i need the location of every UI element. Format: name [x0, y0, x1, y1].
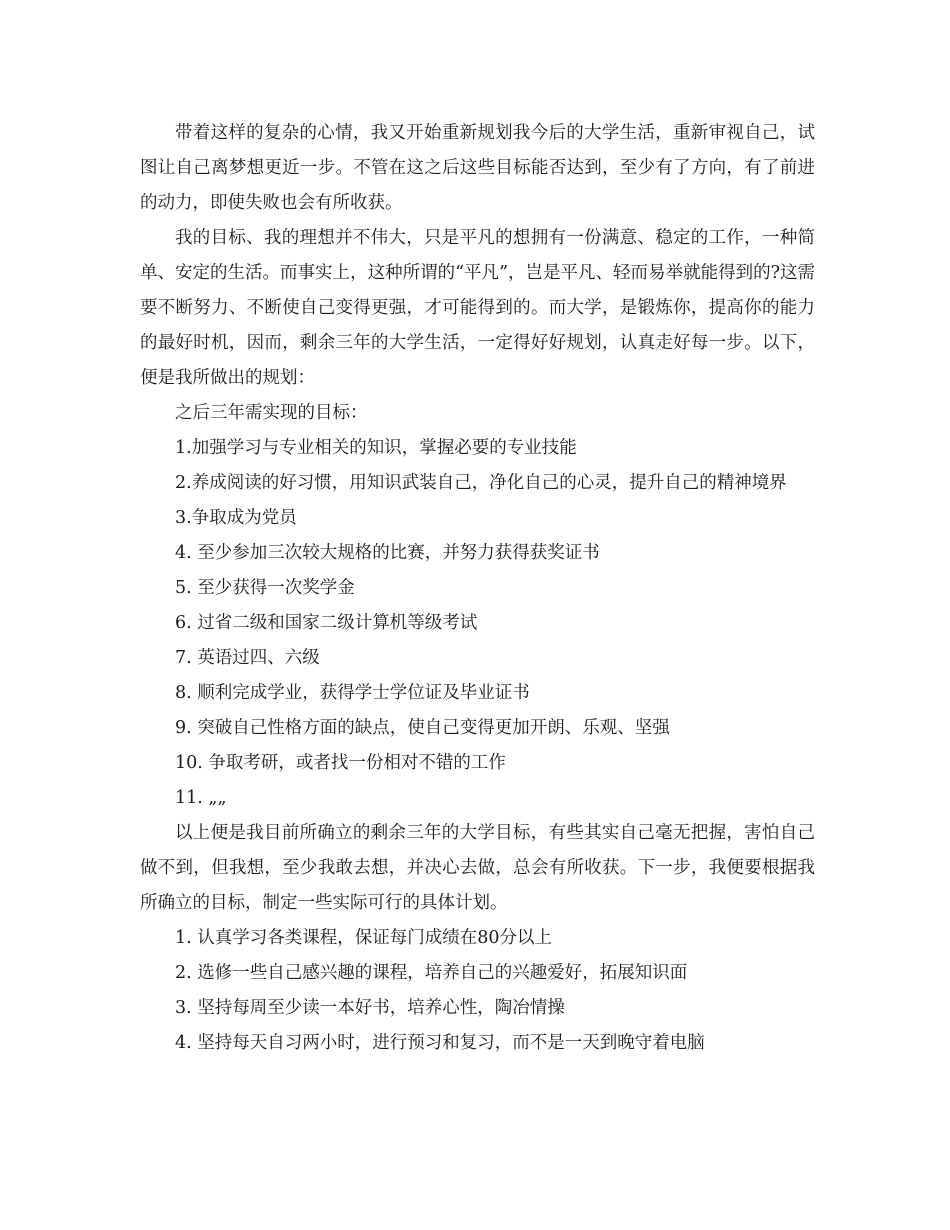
- goal-item: 7. 英语过四、六级: [175, 648, 320, 668]
- goal-item: 9. 突破自己性格方面的缺点，使自己变得更加开朗、乐观、坚强: [175, 718, 670, 738]
- plan-item: 2. 选修一些自己感兴趣的课程，培养自己的兴趣爱好，拓展知识面: [175, 963, 688, 983]
- paragraph-goals-heading: 之后三年需实现的目标：: [175, 403, 368, 423]
- plan-item: 4. 坚持每天自习两小时，进行预习和复习，而不是一天到晚守着电脑: [175, 1033, 705, 1053]
- plan-item: 1. 认真学习各类课程，保证每门成绩在80分以上: [175, 928, 553, 948]
- goal-item: 11. „„: [175, 788, 227, 808]
- plan-item: 3. 坚持每周至少读一本好书，培养心性，陶冶情操: [175, 998, 565, 1018]
- paragraph-summary: 以上便是我目前所确立的剩余三年的大学目标，有些其实自己毫无把握，害怕自己做不到，但我想，至少我敢去想，并决心去做，总会有所收获。下一步，我便要根据我所确立的目标，制定一些实际可行的具体计划。: [140, 823, 815, 913]
- goal-item: 2.养成阅读的好习惯，用知识武装自己，净化自己的心灵，提升自己的精神境界: [175, 473, 787, 493]
- goal-item: 3.争取成为党员: [175, 508, 297, 528]
- goal-item: 5. 至少获得一次奖学金: [175, 578, 355, 598]
- goal-item: 6. 过省二级和国家二级计算机等级考试: [175, 613, 478, 633]
- goal-item: 8. 顺利完成学业，获得学士学位证及毕业证书: [175, 683, 530, 703]
- goal-item: 1.加强学习与专业相关的知识，掌握必要的专业技能: [175, 438, 577, 458]
- paragraph-intro: 带着这样的复杂的心情，我又开始重新规划我今后的大学生活，重新审视自己，试图让自己离梦想更近一步。不管在这之后这些目标能否达到，至少有了方向，有了前进的动力，即使失败也会有所收获。: [140, 123, 815, 213]
- paragraph-goal-statement: 我的目标、我的理想并不伟大，只是平凡的想拥有一份满意、稳定的工作，一种简单、安定的生活。而事实上，这种所谓的“平凡”，岂是平凡、轻而易举就能得到的?这需要不断努力、不断使自己变得更强，才可能得到的。而大学，是锻炼你，提高你的能力的最好时机，因而，剩余三年的大学生活，一定得好好规划，认真走好每一步。以下，便是我所做出的规划：: [140, 228, 815, 388]
- goal-item: 10. 争取考研，或者找一份相对不错的工作: [175, 753, 506, 773]
- document-body: [140, 116, 815, 1061]
- goal-item: 4. 至少参加三次较大规格的比赛，并努力获得获奖证书: [175, 543, 600, 563]
